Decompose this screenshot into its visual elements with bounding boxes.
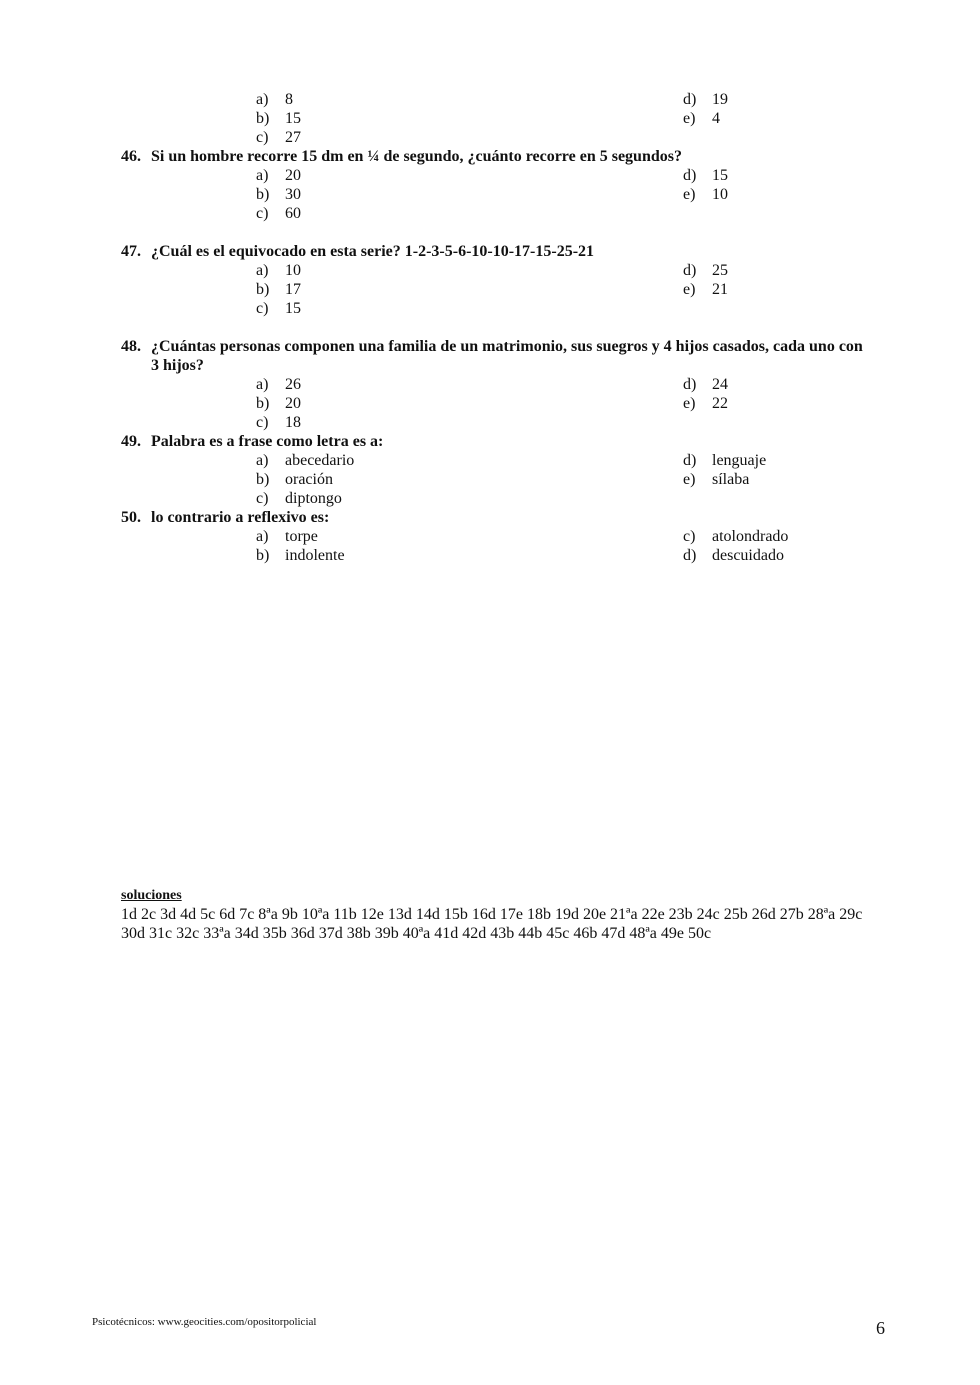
option-45-a: a) 8 <box>256 91 293 108</box>
option-48-e: e) 22 <box>683 395 728 412</box>
footer-source: Psicotécnicos: www.geocities.com/opositorpolicial <box>92 1316 317 1328</box>
question-47: 47. ¿Cuál es el equivocado en esta serie? 1-2-3-5-6-10-10-17-15-25-21 <box>121 243 595 260</box>
option-45-c: c) 27 <box>256 129 301 146</box>
option-46-d: d) 15 <box>683 167 728 184</box>
question-48: 48. ¿Cuántas personas componen una familia de un matrimonio, sus suegros y 4 hijos casados, cada uno con 3 hijos? <box>121 338 863 374</box>
option-46-e: e) 10 <box>683 186 728 203</box>
option-45-e: e) 4 <box>683 110 720 127</box>
solutions-title: soluciones <box>121 888 182 903</box>
option-45-d: d) 19 <box>683 91 728 108</box>
option-47-c: c) 15 <box>256 300 301 317</box>
page-number: 6 <box>876 1318 885 1338</box>
option-47-a: a) 10 <box>256 262 301 279</box>
option-46-b: b) 30 <box>256 186 301 203</box>
option-50-d: d) descuidado <box>683 547 784 564</box>
option-50-b: b) indolente <box>256 547 345 564</box>
option-50-c: c) atolondrado <box>683 528 789 545</box>
option-49-a: a) abecedario <box>256 452 355 469</box>
option-49-b: b) oración <box>256 471 333 488</box>
option-46-a: a) 20 <box>256 167 301 184</box>
option-45-b: b) 15 <box>256 110 301 127</box>
option-49-d: d) lenguaje <box>683 452 767 469</box>
option-49-c: c) diptongo <box>256 490 342 507</box>
option-47-e: e) 21 <box>683 281 728 298</box>
option-48-b: b) 20 <box>256 395 301 412</box>
solutions-line-1: 1d 2c 3d 4d 5c 6d 7c 8ªa 9b 10ªa 11b 12e 13d 14d 15b 16d 17e 18b 19d 20e 21ªa 22e 23b 24c 25b 26d 27b 28ªa 29c <box>121 906 863 923</box>
option-47-d: d) 25 <box>683 262 728 279</box>
option-48-a: a) 26 <box>256 376 301 393</box>
question-48-continuation: 3 hijos? <box>151 357 204 374</box>
question-46: 46. Si un hombre recorre 15 dm en ¼ de segundo, ¿cuánto recorre en 5 segundos? <box>121 148 682 165</box>
question-50: 50. lo contrario a reflexivo es: <box>121 509 330 526</box>
option-47-b: b) 17 <box>256 281 301 298</box>
option-48-c: c) 18 <box>256 414 301 431</box>
option-50-a: a) torpe <box>256 528 318 545</box>
solutions-line-2: 30d 31c 32c 33ªa 34d 35b 36d 37d 38b 39b 40ªa 41d 42d 43b 44b 45c 46b 47d 48ªa 49e 50c <box>121 925 712 942</box>
question-49: 49. Palabra es a frase como letra es a: <box>121 433 384 450</box>
option-48-d: d) 24 <box>683 376 728 393</box>
option-49-e: e) sílaba <box>683 471 750 488</box>
option-46-c: c) 60 <box>256 205 301 222</box>
